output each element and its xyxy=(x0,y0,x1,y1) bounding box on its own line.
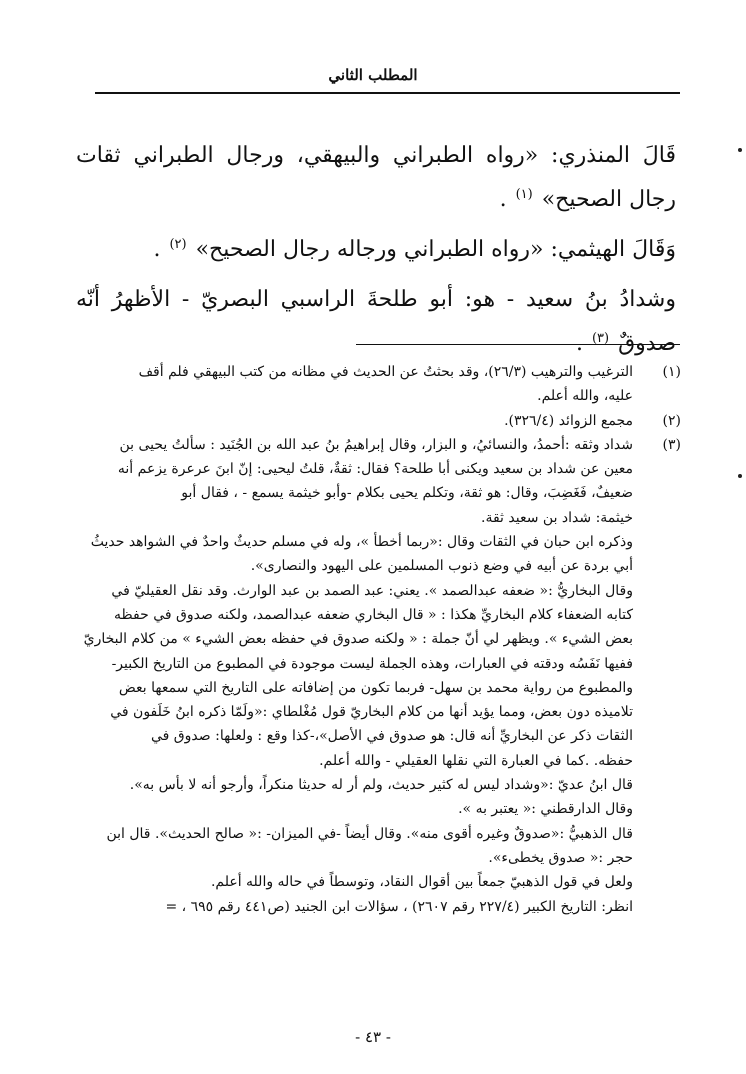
footnote-line: قال ابنُ عديّ :«وشداد ليس له كثير حديث، ولم أر له حديثا منكراً، وأرجو أنه لا بأس به». xyxy=(129,777,633,794)
footnote-line: وقال البخاريُّ :« ضعفه عبدالصمد ». يعني: عبد الصمد بن عبد الوارث. وقد نقل العقيليّ في xyxy=(111,582,633,599)
footnote-number: (٣) xyxy=(662,436,681,453)
footnote-item xyxy=(61,409,681,433)
footnote-line: بعض الشيء ». ويظهر لي أنّ جملة : « ولكنه صدوق في حفظه بعض الشيء » من كلام البخاريّ xyxy=(83,631,633,648)
footnote-text: مجمع الزوائد (٣٢٦/٤). xyxy=(504,412,633,429)
footnote-line: ولعل في قول الذهبيّ جمعاً بين أقوال النقاد، وتوسطاً في حاله والله أعلم. xyxy=(210,874,633,891)
footnote-line: خيثمة: شداد بن سعيد ثقة. xyxy=(481,509,633,526)
footnotes-section xyxy=(61,360,681,919)
paragraph-tail: . xyxy=(499,187,514,212)
page-number: - ٤٣ - xyxy=(355,1028,391,1046)
paragraph-tail: . xyxy=(575,331,590,356)
paragraph-tail: . xyxy=(153,237,168,262)
main-paragraph xyxy=(76,134,676,222)
scan-mark xyxy=(738,474,742,478)
paragraph-text: وشدادُ بنُ سعيد - هو: أبو طلحةَ الراسبي البصريّ - الأظهرُ أنّه صدوقٌ xyxy=(76,287,676,356)
footnote-line: وذكره ابن حبان في الثقات وقال :«ربما أخطأ »، وله في مسلم حديثٌ واحدٌ في الشواهد حديثُ xyxy=(90,534,633,551)
main-paragraph xyxy=(76,278,676,366)
footnote-reference[interactable]: (٣) xyxy=(591,330,610,346)
footnote-line: حفظه. .كما في العبارة التي نقلها العقيلي - والله أعلم. xyxy=(319,752,633,769)
footnote-line: عليه، والله أعلم. xyxy=(537,388,633,405)
footnote-line: معين عن شداد بن سعيد ويكنى أبا طلحة؟ فقال: ثقةٌ، قلتُ ليحيى: إنّ ابنَ عرعرة يزعم أنه xyxy=(117,461,633,478)
footnote-line: الثقات ذكر عن البخاريِّ أنه قال: هو صدوق في الأصل»،-كذا وقع : ولعلها: صدوق في xyxy=(151,728,633,745)
footnote-reference[interactable]: (١) xyxy=(515,186,533,202)
main-paragraph xyxy=(76,228,676,272)
main-text xyxy=(76,134,676,372)
scan-mark xyxy=(738,148,742,152)
footnote-line: ضعيفٌ، فَغَضِبَ، وقال: هو ثقة، وتكلم يحيى بكلام -وأبو خيثمة يسمع - ، فقال أبو xyxy=(181,485,633,502)
footnote-line: انظر: التاريخ الكبير (٢٢٧/٤ رقم ٢٦٠٧) ، سؤالات ابن الجنيد (ص٤٤١ رقم ٦٩٥ ، = xyxy=(165,898,633,915)
footnote-line: قال الذهبيُّ :«صدوقٌ وغيره أقوى منه». وقال أيضاً -في الميزان- :« صالح الحديث». قال ابن xyxy=(106,825,633,842)
footnote-line: والمطبوع من رواية محمد بن سهل- فربما تكون من إضافاته على التاريخ التي سمعها بعض xyxy=(118,679,633,696)
footnote-text: الترغيب والترهيب (٢٦/٣)، وقد بحثتُ عن الحديث في مظانه من كتب البيهقي فلم أقف xyxy=(138,364,633,380)
footnote-number: (١) xyxy=(662,364,681,380)
footnote-line: كتابه الضعفاء كلام البخاريِّ هكذا : « قال البخاري ضعفه عبدالصمد، ولكنه صدوق في حفظه xyxy=(114,606,633,623)
footnote-number: (٢) xyxy=(662,412,681,429)
paragraph-text: وَقَالَ الهيثمي: «رواه الطبراني ورجاله رجال الصحيح» xyxy=(188,237,676,262)
footnote-line: ففيها نَفَسُه ودقته في العبارات، وهذه الجملة ليست موجودة في المطبوع من التاريخ الكبير- xyxy=(111,655,633,672)
footnote-line: حجر :« صدوق يخطىء». xyxy=(488,849,633,866)
footnote-line: أبي بردة عن أبيه في وضع ذنوب المسلمين على اليهود والنصارى». xyxy=(250,558,633,575)
footnote-item xyxy=(61,433,681,457)
footnote-line: وقال الدارقطني :« يعتبر به ». xyxy=(458,801,633,818)
header-divider xyxy=(95,92,680,94)
paragraph-text: قَالَ المنذري: «رواه الطبراني والبيهقي، ورجال الطبراني ثقات رجال الصحيح» xyxy=(76,143,676,212)
footnote-text: شداد وثقه :أحمدُ، والنسائيُ، و البزار، وقال إبراهيمُ بنُ عبد الله بن الجُنَيد : سألتُ يحيى بن xyxy=(119,436,633,453)
footnote-item xyxy=(61,360,681,384)
footnote-divider xyxy=(356,344,680,345)
footnote-line: تلاميذه دون بعض، ومما يؤيد أنها من كلام البخاريّ قول مُغْلطاي :«ولَمّا ذكره ابنُ خَلَفون في xyxy=(110,704,633,721)
page-header-title: المطلب الثاني xyxy=(328,66,418,84)
footnote-reference[interactable]: (٢) xyxy=(169,236,187,252)
